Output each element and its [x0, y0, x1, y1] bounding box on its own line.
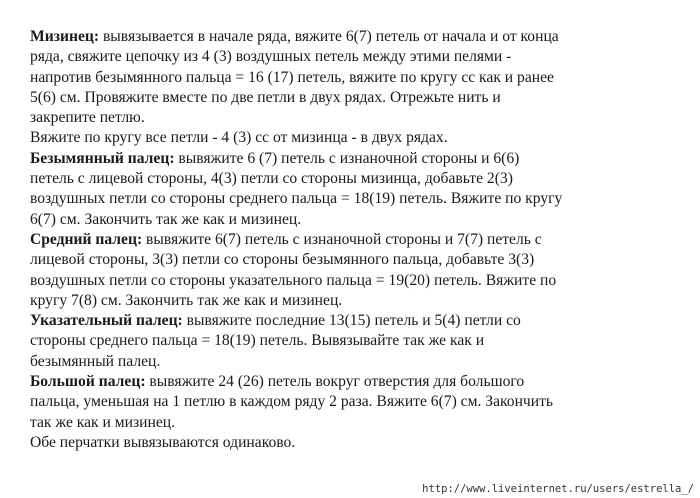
text-line: 6(7) см. Закончить так же как и мизинец.	[30, 210, 302, 228]
text-line: закрепите петлю.	[30, 109, 145, 127]
heading-ring-finger: Безымянный палец:	[30, 149, 175, 167]
text-line: воздушных петли со стороны указательного пальца = 19(20) петель. Вяжите по	[30, 271, 557, 289]
text-line: вывяжите 6 (7) петель с изнаночной стороны и 6(6)	[174, 149, 520, 167]
text-line: стороны среднего пальца = 18(19) петель. Вывязывайте так же как и	[30, 332, 485, 350]
text-line: безымянный палец.	[30, 352, 161, 370]
text-line: пальца, уменьшая на 1 петлю в каждом ряду 2 раза. Вяжите 6(7) см. Закончить	[30, 393, 554, 411]
heading-index-finger: Указательный палец:	[30, 312, 183, 330]
text-line: лицевой стороны, 3(3) петли со стороны безымянного пальца, добавьте 3(3)	[30, 251, 535, 269]
text-line: вывязывается в начале ряда, вяжите 6(7) петель от начала и от конца	[99, 28, 559, 45]
paragraph-thumb	[30, 372, 685, 433]
text-line: напротив безымянного пальца = 16 (17) петель, вяжите по кругу сс как и ранее	[30, 68, 554, 86]
heading-thumb: Большой палец:	[30, 373, 146, 391]
text-line: вывяжите 24 (26) петель вокруг отверстия для большого	[145, 373, 525, 391]
paragraph-index-finger	[30, 311, 685, 372]
document-body	[30, 27, 685, 453]
text-line: 5(6) см. Провяжите вместе по две петли в двух рядах. Отрежьте нить и	[30, 88, 501, 106]
text-line: ряда, свяжите цепочку из 4 (3) воздушных петель между этими пелями -	[30, 48, 512, 66]
text-line: вывяжите последние 13(15) петель и 5(4) петли со	[182, 312, 521, 330]
text-line: вывяжите 6(7) петель с изнаночной стороны и 7(7) петель с	[142, 230, 542, 248]
watermark-url: http://www.liveinternet.ru/users/estrella_/	[422, 483, 694, 495]
text-line: воздушных петли со стороны среднего пальца = 18(19) петель. Вяжите по кругу	[30, 190, 563, 208]
text-line: кругу 7(8) см. Закончить так же как и мизинец.	[30, 291, 343, 309]
text-line: так же как и мизинец.	[30, 413, 175, 431]
heading-middle-finger: Средний палец:	[30, 230, 143, 248]
heading-pinky: Мизинец:	[30, 28, 100, 45]
text-line: петель с лицевой стороны, 4(3) петли со стороны мизинца, добавьте 2(3)	[30, 170, 513, 188]
paragraph-middle-finger	[30, 230, 685, 311]
paragraph-ring-finger	[30, 149, 685, 230]
text-line: Вяжите по кругу все петли - 4 (3) сс от мизинца - в двух рядах.	[30, 129, 448, 147]
closing-note: Обе перчатки вывязываются одинаково.	[30, 433, 296, 451]
paragraph-pinky	[30, 27, 685, 149]
